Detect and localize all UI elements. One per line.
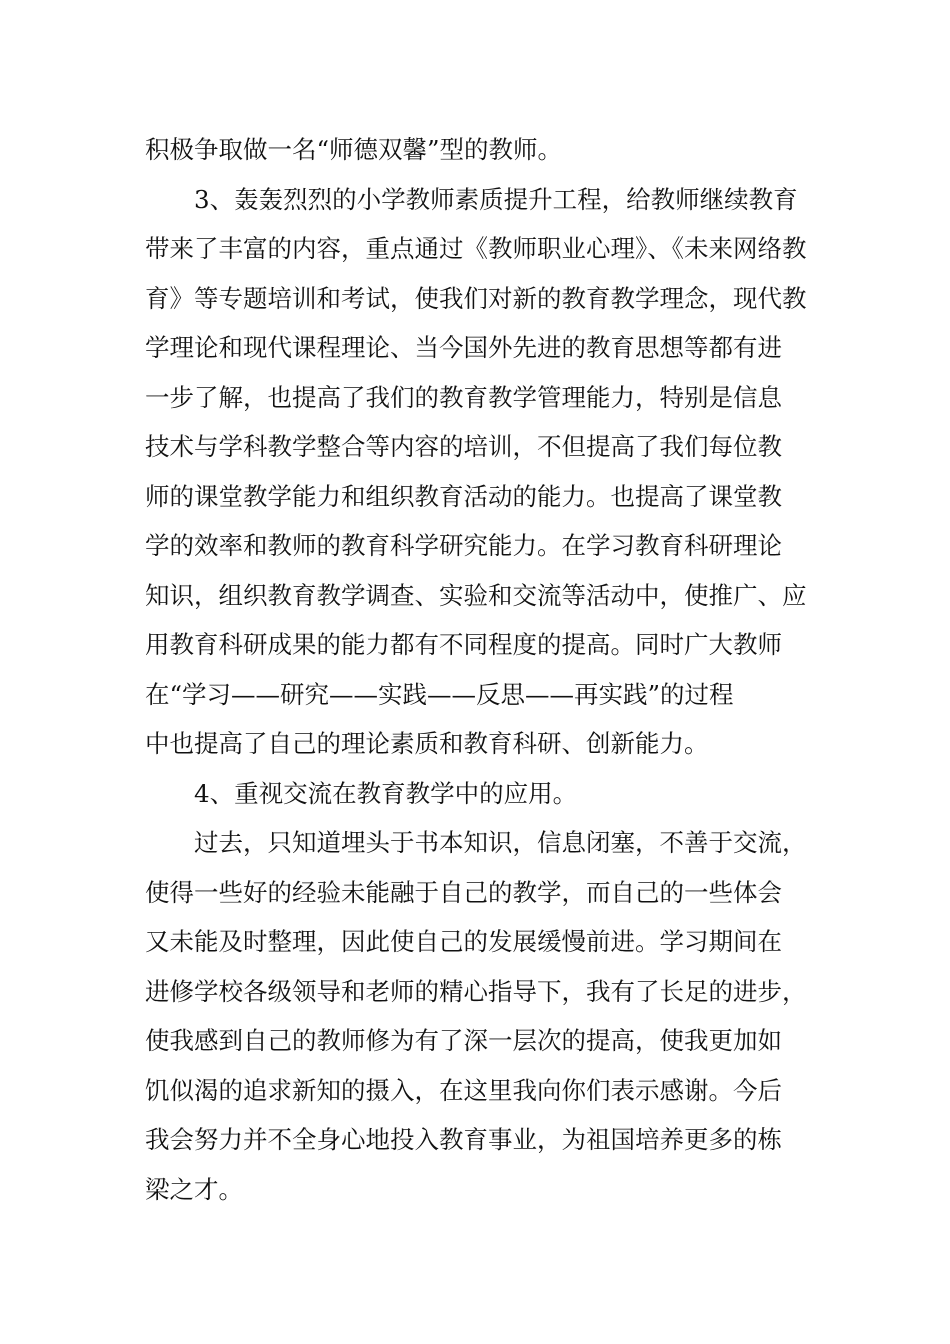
text-line: 积极争取做一名“师德双馨”型的教师。 <box>145 135 563 164</box>
text-line: 使我感到自己的教师修为有了深一层次的提高，使我更加如 <box>145 1026 782 1055</box>
text-line: 学理论和现代课程理论、当今国外先进的教育思想等都有进 <box>145 333 782 362</box>
text-line: 梁之才。 <box>145 1174 243 1204</box>
text-line: 师的课堂教学能力和组织教育活动的能力。也提高了课堂教 <box>145 481 782 511</box>
text-line: 一步了解，也提高了我们的教育教学管理能力，特别是信息 <box>145 382 782 412</box>
text-line: 用教育科研成果的能力都有不同程度的提高。同时广大教师 <box>145 630 782 659</box>
document-body <box>145 125 810 1214</box>
text-line: 使得一些好的经验未能融于自己的教学，而自己的一些体会 <box>145 877 782 907</box>
text-line: 我会努力并不全身心地投入教育事业，为祖国培养更多的栋 <box>145 1125 782 1154</box>
text-line: 带来了丰富的内容，重点通过《教师职业心理》、《未来网络教 <box>145 234 807 263</box>
text-line: 4、重视交流在教育教学中的应用。 <box>194 778 578 808</box>
text-line: 学的效率和教师的教育科学研究能力。在学习教育科研理论 <box>145 531 782 560</box>
text-line: 育》等专题培训和考试，使我们对新的教育教学理念，现代教 <box>145 283 807 313</box>
text-line: 又未能及时整理，因此使自己的发展缓慢前进。学习期间在 <box>145 927 782 956</box>
text-line: 知识，组织教育教学调查、实验和交流等活动中，使推广、应 <box>145 580 807 610</box>
text-line: 过去，只知道埋头于书本知识，信息闭塞，不善于交流， <box>194 828 807 857</box>
text-line: 中也提高了自己的理论素质和教育科研、创新能力。 <box>145 729 709 758</box>
text-line: 在“学习——研究——实践——反思——再实践”的过程 <box>145 679 734 709</box>
text-line: 进修学校各级领导和老师的精心指导下，我有了长足的进步， <box>145 976 807 1006</box>
text-line: 饥似渴的追求新知的摄入，在这里我向你们表示感谢。今后 <box>145 1075 782 1105</box>
text-line: 技术与学科教学整合等内容的培训，不但提高了我们每位教 <box>145 432 782 461</box>
text-line: 3、轰轰烈烈的小学教师素质提升工程，给教师继续教育 <box>194 184 798 214</box>
